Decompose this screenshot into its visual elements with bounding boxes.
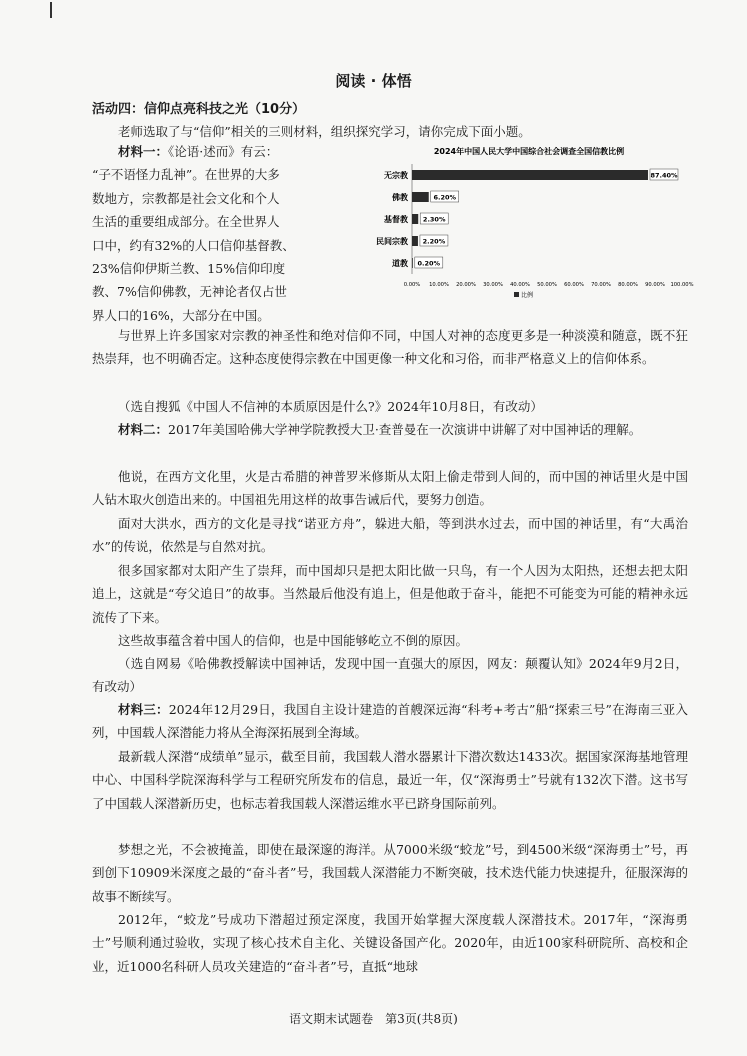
intro-paragraph: 老师选取了与“信仰”相关的三则材料，组织探究学习，请你完成下面小题。 [118,124,531,139]
material2-para3: 面对大洪水，西方的文化是寻找“诺亚方舟”，躲进大船，等到洪水过去，而中国的神话里，有“大禹治水”的传说，依然是与自然对抗。 [92,516,688,555]
page-footer: 语文期末试题卷 第3页(共8页) [289,1012,458,1026]
material1-line: 界人口的16%，大部分在中国。 [92,307,270,323]
chart-data-label: 6.20% [433,193,457,202]
chart-x-tick-label: 20.00% [456,282,476,288]
chart-data-label: 0.20% [417,259,441,268]
activity-title: 活动四：信仰点亮科技之光（10分） [92,102,306,117]
material3-para1 [92,698,688,745]
material1-line: 教、7%信仰佛教，无神论者仅占世 [92,284,287,300]
material1-line: “子不语怪力乱神”。在世界的大多 [92,167,280,183]
chart-category-label: 民间宗教 [376,237,408,246]
material1-column [92,140,370,327]
material2-label: 材料二： [118,422,169,437]
chart-bar [412,236,418,246]
material1-para2: 与世界上许多国家对宗教的神圣性和绝对信仰不同，中国人对神的态度更多是一种淡漠和随意，既不狂热崇拜，也不明确否定。这种态度使得宗教在中国更像一种文化和习俗，而非严格意义上的信仰体系。 [92,328,688,367]
chart-x-tick-label: 40.00% [510,282,530,288]
material3-para3: 梦想之光，不会被掩盖，即使在最深邃的海洋。从7000米级“蛟龙”号，到4500米级“深海勇士”号，再到创下10909米深度之最的“奋斗者”号，我国载人深潜能力不断突破，技术迭代能力快速提升，征服深海的故事不断续写。 [92,842,688,904]
material2-p1-text: 2017年美国哈佛大学神学院教授大卫·查普曼在一次演讲中讲解了对中国神话的理解。 [168,422,642,437]
chart-title: 2024年中国人民大学中国综合社会调查全国信教比例 [433,147,625,156]
chart-x-tick-label: 60.00% [564,282,584,288]
chart-x-tick-label: 80.00% [618,282,638,288]
chart-x-tick-label: 90.00% [645,282,665,288]
material2-para5: 这些故事蕴含着中国人的信仰，也是中国能够屹立不倒的原因。 [118,633,469,648]
chart-category-label: 佛教 [392,193,408,202]
chart-bar [412,192,429,202]
material1-line: 口中，约有32%的人口信仰基督教、 [92,237,295,253]
chart-x-tick-label: 70.00% [591,282,611,288]
chart-x-tick-label: 50.00% [537,282,557,288]
chart-bar [412,258,413,268]
material3-label: 材料三： [118,702,169,717]
margin-mark [50,2,52,18]
material2-para4: 很多国家都对太阳产生了崇拜，而中国却只是把太阳比做一只鸟，有一个人因为太阳热，还想去把太阳追上，这就是“夸父追日”的故事。当然最后他没有追上，但是他敢于奋斗，能把不可能变为可能的精神永远流传了下来。 [92,563,688,625]
material1-line: 生活的重要组成部分。在全世界人 [92,214,280,230]
material2-para1 [92,418,688,441]
chart-x-tick-label: 10.00% [429,282,449,288]
chart-legend-swatch [514,292,519,297]
chart-data-label: 2.20% [422,237,446,246]
material1-line: 23%信仰伊斯兰教、15%信仰印度 [92,261,286,277]
chart-bar [412,214,418,224]
material2-source: （选自网易《哈佛教授解读中国神话，发现中国一直强大的原因，网友：颠覆认知》2024年9月2日，有改动） [92,656,688,695]
chart-category-label: 无宗教 [384,171,408,180]
material1-line [92,140,370,163]
material1-label: 材料一： [118,144,169,159]
chart-data-label: 2.30% [422,215,446,224]
material3-para2: 最新载人深潜“成绩单”显示，截至目前，我国载人潜水器累计下潜次数达1433次。据国家深海基地管理中心、中国科学院深海科学与工程研究所发布的信息，最近一年，仅“深海勇士”号就有132次下潜。这书写了中国载人深潜新历史，也标志着我国载人深潜运维水平已跻身国际前列。 [92,749,688,811]
chart-category-label: 基督教 [384,215,408,224]
chart-x-tick-label: 30.00% [483,282,503,288]
material2-para2: 他说，在西方文化里，火是古希腊的神普罗米修斯从太阳上偷走带到人间的，而中国的神话里火是中国人钻木取火创造出来的。中国祖先用这样的故事告诫后代，要努力创造。 [92,469,688,508]
material3-p1-text: 2024年12月29日，我国自主设计建造的首艘深远海“科考+考古”船“探索三号”在海南三亚入列，中国载人深潜能力将从全海深拓展到全海域。 [92,702,688,741]
chart-data-label: 87.40% [650,171,678,180]
material1-source: （选自搜狐《中国人不信神的本质原因是什么?》2024年10月8日，有改动） [118,399,543,414]
chart-bar [412,170,648,180]
chart-x-tick-label: 0.00% [403,282,421,288]
section-title: 阅读 · 体悟 [335,72,412,90]
material3-para4: 2012年，“蛟龙”号成功下潜超过预定深度，我国开始掌握大深度载人深潜技术。2017年，“深海勇士”号顺利通过验收，实现了核心技术自主化、关键设备国产化。2020年，由近100家科研院所、高校和企业，近1000名科研人员攻关建造的“奋斗者”号，直抵“地球 [92,912,688,974]
chart-legend-label: 比例 [521,292,534,299]
chart-x-tick-label: 100.00% [670,282,694,288]
material1-line: 数地方，宗教都是社会文化和个人 [92,190,280,206]
chart-category-label: 道教 [392,259,408,268]
material1-line-1-rest: 《论语·述而》有云： [168,144,279,159]
religion-bar-chart [364,140,694,306]
